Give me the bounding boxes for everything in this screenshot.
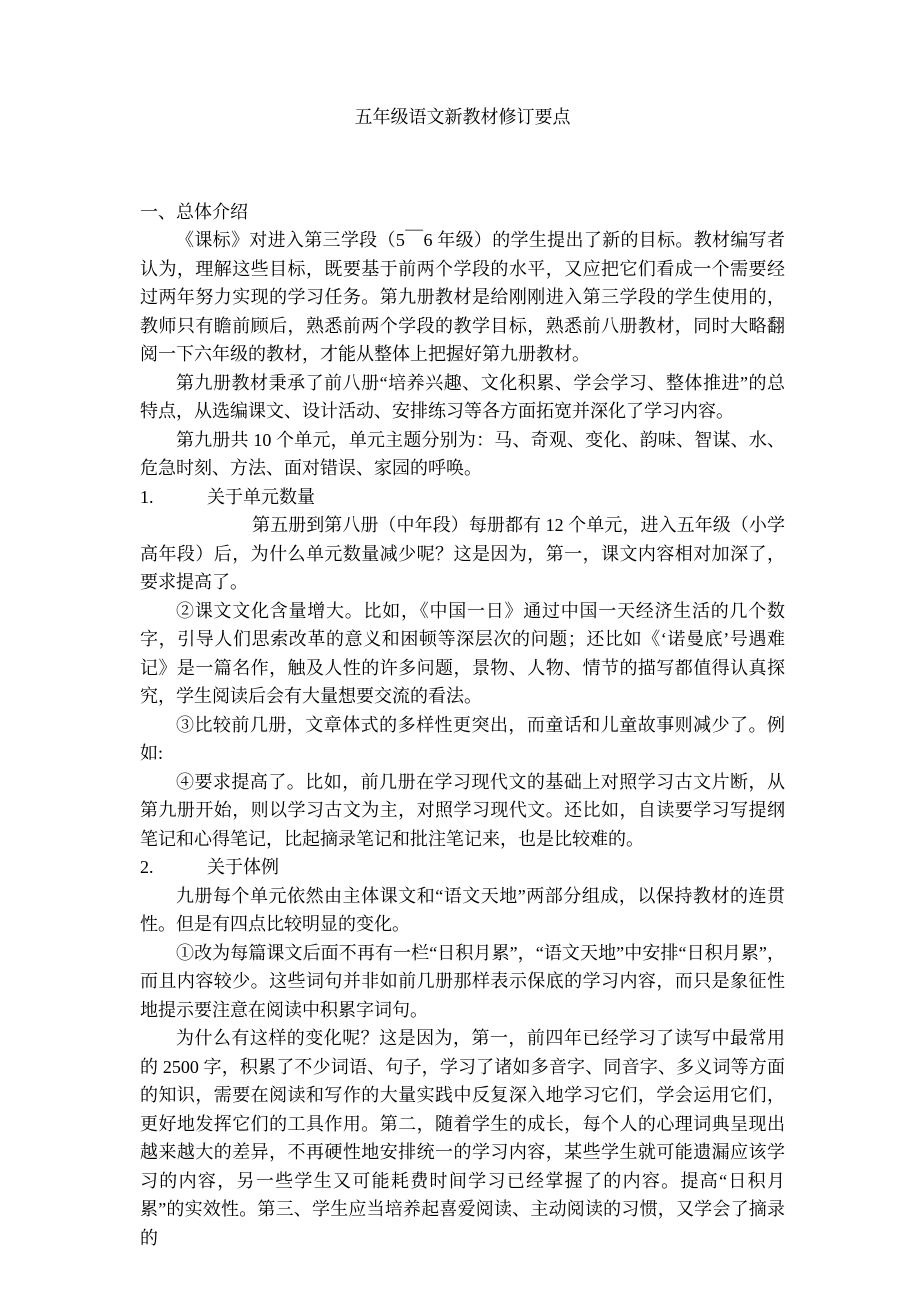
page-title: 五年级语文新教材修订要点 <box>354 107 571 127</box>
list-number: 2. <box>140 857 154 877</box>
section-heading: 一、总体介绍 <box>140 201 248 222</box>
body-paragraph: ①改为每篇课文后面不再有一栏“日积月累”，“语文天地”中安排“日积月累”，而且内容较少。这些词句并非如前几册那样表示保底的学习内容，而只是象征性地提示要注意在阅读中积累字词句。 <box>140 942 785 1020</box>
list-item-label: 关于体例 <box>207 857 279 877</box>
body-paragraph: 第九册共 10 个单元，单元主题分别为：马、奇观、变化、韵味、智谋、水、危急时刻、方法、面对错误、家园的呼唤。 <box>140 429 785 478</box>
body-paragraph: 九册每个单元依然由主体课文和“语文天地”两部分组成，以保持教材的连贯性。但是有四点比较明显的变化。 <box>140 885 785 934</box>
list-item <box>140 483 785 512</box>
body-paragraph: ③比较前几册，文章体式的多样性更突出，而童话和儿童故事则减少了。例如: <box>140 714 785 763</box>
body-paragraph: 《课标》对进入第三学段（5￣6 年级）的学生提出了新的目标。教材编写者认为，理解这些目标，既要基于前两个学段的水平，又应把它们看成一个需要经过两年努力实现的学习任务。第九册教材是给刚刚进入第三学段的学生使用的，教师只有瞻前顾后，熟悉前两个学段的教学目标，熟悉前八册教材，同时大略翻阅一下六年级的教材，才能从整体上把握好第九册教材。 <box>140 230 785 364</box>
list-item-label: 关于单元数量 <box>207 486 315 507</box>
list-number: 1. <box>140 486 154 507</box>
body-paragraph: 为什么有这样的变化呢？这是因为，第一，前四年已经学习了读写中最常用的 2500 字，积累了不少词语、句子，学习了诸如多音字、同音字、多义词等方面的知识，需要在阅读和写作的大量实践中反复深入地学习它们，学会运用它们，更好地发挥它们的工具作用。第二，随着学生的成长，每个人的心理词典呈现出越来越大的差异，不再硬性地安排统一的学习内容，某些学生就可能遗漏应该学习的内容，另一些学生又可能耗费时间学习已经掌握了的内容。提高“日积月累”的实效性。第三、学生应当培养起喜爱阅读、主动阅读的习惯，又学会了摘录的 <box>140 1028 785 1248</box>
body-paragraph: ②课文文化含量增大。比如，《中国一日》通过中国一天经济生活的几个数字，引导人们思索改革的意义和困顿等深层次的问题；还比如《‘诺曼底’号遇难记》是一篇名作，触及人性的许多问题，景物、人物、情节的描写都值得认真探究，学生阅读后会有大量想要交流的看法。 <box>140 600 785 706</box>
body-paragraph: 第九册教材秉承了前八册“培养兴趣、文化积累、学会学习、整体推进”的总特点，从选编课文、设计活动、安排练习等各方面拓宽并深化了学习内容。 <box>140 372 785 421</box>
list-item <box>140 853 785 882</box>
body-paragraph: 第五册到第八册（中年段）每册都有 12 个单元，进入五年级（小学高年段）后，为什么单元数量减少呢？这是因为，第一，课文内容相对加深了，要求提高了。 <box>140 515 785 592</box>
body-paragraph: ④要求提高了。比如，前几册在学习现代文的基础上对照学习古文片断，从第九册开始，则以学习古文为主，对照学习现代文。还比如，自读要学习写提纲笔记和心得笔记，比起摘录笔记和批注笔记来，也是比较难的。 <box>140 771 785 849</box>
